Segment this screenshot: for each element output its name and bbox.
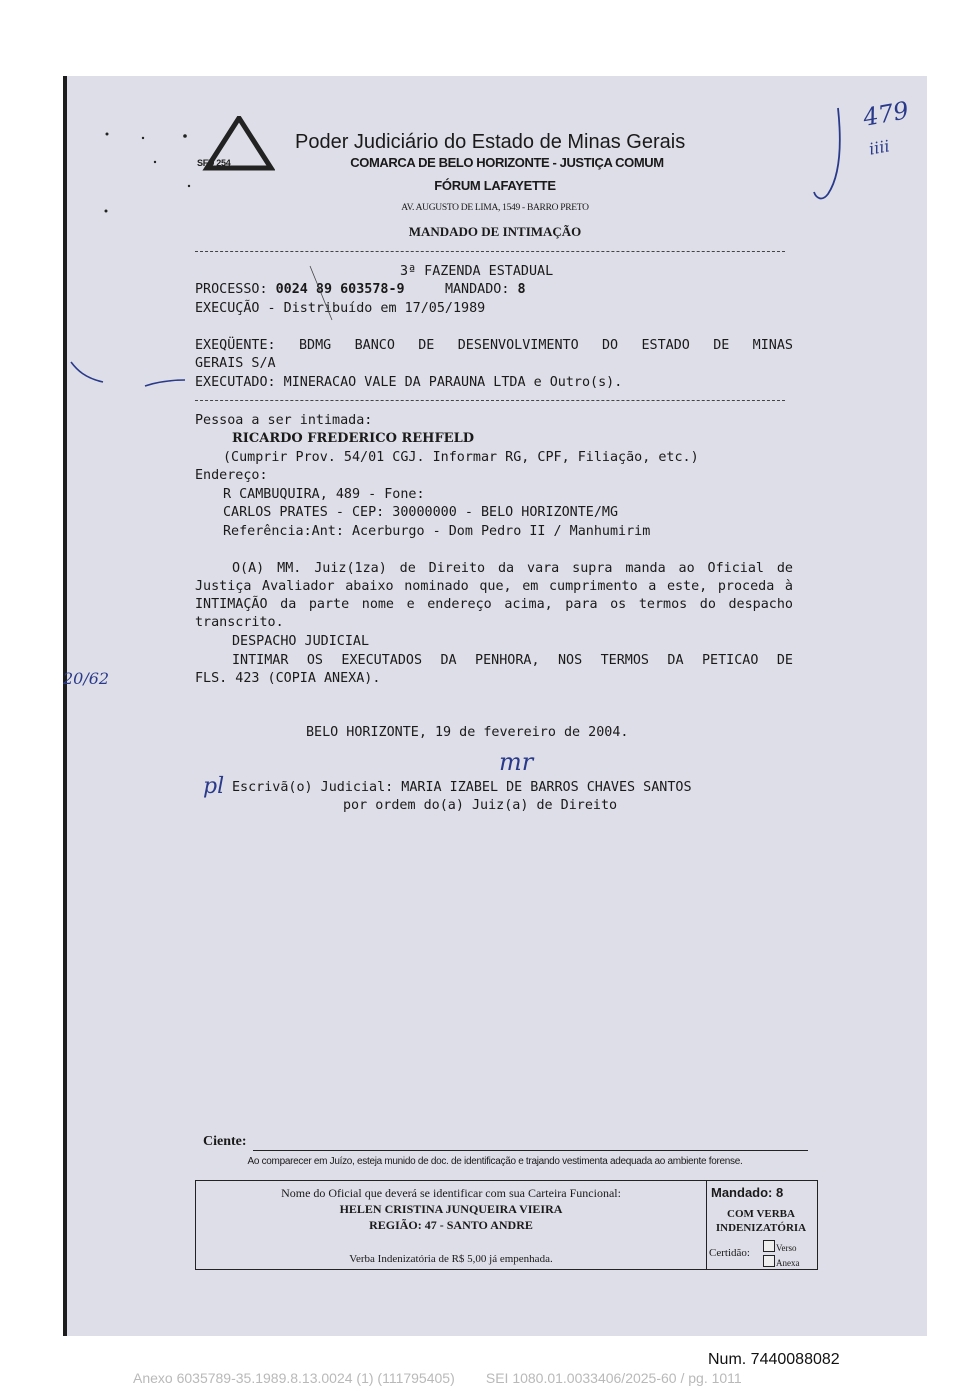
comarca-title: COMARCA DE BELO HORIZONTE - JUSTIÇA COMUM	[350, 155, 664, 170]
despacho-label: DESPACHO JUDICIAL	[232, 634, 370, 649]
escriva-line: Escrivã(o) Judicial: MARIA IZABEL DE BARROS CHAVES SANTOS	[232, 780, 692, 795]
ordem-line: por ordem do(a) Juiz(a) de Direito	[343, 798, 618, 813]
processo-line	[195, 281, 526, 299]
person-label: Pessoa a ser intimada:	[195, 413, 373, 428]
exequente-line: EXEQÜENTE: BDMG BANCO DE DESENVOLVIMENTO DO ESTADO DE MINAS	[195, 338, 793, 353]
anexa-checkbox	[763, 1255, 775, 1267]
mandado-label: MANDADO:	[444, 282, 510, 297]
certidao-label: Certidão:	[709, 1247, 750, 1259]
handwritten-page-number: 479	[860, 96, 911, 132]
option-verso	[763, 1240, 800, 1255]
processo-label: PROCESSO:	[195, 282, 268, 297]
officer-region: REGIÃO: 47 - SANTO ANDRE	[369, 1218, 533, 1232]
handwritten-stroke	[808, 106, 858, 206]
officer-caption: Nome do Oficial que deverá se identificar com sua Carteira Funcional:	[281, 1186, 621, 1200]
mandado-number: 8	[517, 282, 526, 297]
logo-code: SFD 254	[197, 158, 231, 168]
document-id-number: Num. 7440088082	[708, 1351, 840, 1368]
scan-edge	[63, 76, 67, 1336]
mandado-number-box: Mandado: 8	[711, 1185, 784, 1200]
body-paragraph: O(A) MM. Juiz(1za) de Direito da vara supra manda ao Oficial de Justiça Avaliador abaixo nominado que, em cumprimento a este, proceda à INTIMAÇÃO da parte nome e endereço acima, para os termos do despacho transcrito.	[195, 561, 793, 630]
anexa-label: Anexa	[776, 1258, 800, 1268]
person-instructions: (Cumprir Prov. 54/01 CGJ. Informar RG, CPF, Filiação, etc.)	[223, 450, 699, 465]
option-anexa	[763, 1255, 800, 1270]
divider	[195, 251, 785, 252]
handwritten-pl: pl	[203, 774, 225, 799]
despacho-line-2: FLS. 423 (COPIA ANEXA).	[195, 671, 381, 686]
date-line: BELO HORIZONTE, 19 de fevereiro de 2004.	[306, 725, 629, 740]
execucao-line: EXECUÇÃO - Distribuído em 17/05/1989	[195, 301, 486, 316]
exequente-line-2: GERAIS S/A	[195, 356, 276, 371]
divider	[195, 400, 785, 401]
verso-checkbox	[763, 1240, 775, 1252]
officer-box	[195, 1180, 818, 1270]
executado-line: EXECUTADO: MINERACAO VALE DA PARAUNA LTDA e Outro(s).	[195, 375, 623, 390]
pen-stroke	[308, 264, 338, 324]
officer-info	[196, 1181, 706, 1269]
document-title: MANDADO DE INTIMAÇÃO	[408, 224, 582, 239]
footer-annex-line: Anexo 6035789-35.1989.8.13.0024 (1) (111795405) SEI 1080.01.0033406/2025-60 / pg. 1011	[133, 1370, 742, 1386]
mandado-box	[706, 1181, 819, 1269]
com-verba-line-2: INDENIZATÓRIA	[715, 1222, 807, 1234]
officer-verba: Verba Indenizatória de R$ 5,00 já empenhada.	[349, 1253, 553, 1265]
endereco-label: Endereço:	[195, 468, 268, 483]
ciente-label: Ciente:	[203, 1134, 247, 1149]
person-name: RICARDO FREDERICO REHFELD	[232, 431, 474, 446]
vara-name: 3ª FAZENDA ESTADUAL	[400, 264, 554, 279]
ciente-signature-line	[253, 1150, 808, 1151]
handwritten-margin-note: 20/62	[63, 669, 110, 688]
margin-marks	[63, 356, 193, 396]
processo-number: 0024 89 603578-9	[275, 282, 405, 297]
address-line-3: Referência:Ant: Acerburgo - Dom Pedro II / Manhumirim	[223, 524, 651, 539]
officer-name: HELEN CRISTINA JUNQUEIRA VIEIRA	[339, 1202, 563, 1216]
verso-label: Verso	[776, 1243, 797, 1253]
forum-title: FÓRUM LAFAYETTE	[434, 178, 556, 193]
address-line-1: R CAMBUQUIRA, 489 - Fone:	[223, 487, 425, 502]
address-line-2: CARLOS PRATES - CEP: 30000000 - BELO HORIZONTE/MG	[223, 505, 619, 520]
forum-address: AV. AUGUSTO DE LIMA, 1549 - BARRO PRETO	[401, 203, 589, 213]
document-page	[63, 76, 927, 1336]
ciente-warning: Ao comparecer em Juízo, esteja munido de doc. de identificação e trajando vestimenta adequada ao ambiente forense.	[247, 1156, 743, 1167]
court-title: Poder Judiciário do Estado de Minas Gerais	[295, 131, 686, 153]
handwritten-initials: iiii	[867, 136, 891, 159]
signature-initials: mr	[499, 748, 534, 776]
despacho-line-1: INTIMAR OS EXECUTADOS DA PENHORA, NOS TERMOS DA PETICAO DE	[232, 653, 793, 668]
com-verba-line-1: COM VERBA	[727, 1208, 795, 1220]
com-verba-label	[707, 1207, 815, 1235]
certidao-options	[763, 1240, 800, 1270]
